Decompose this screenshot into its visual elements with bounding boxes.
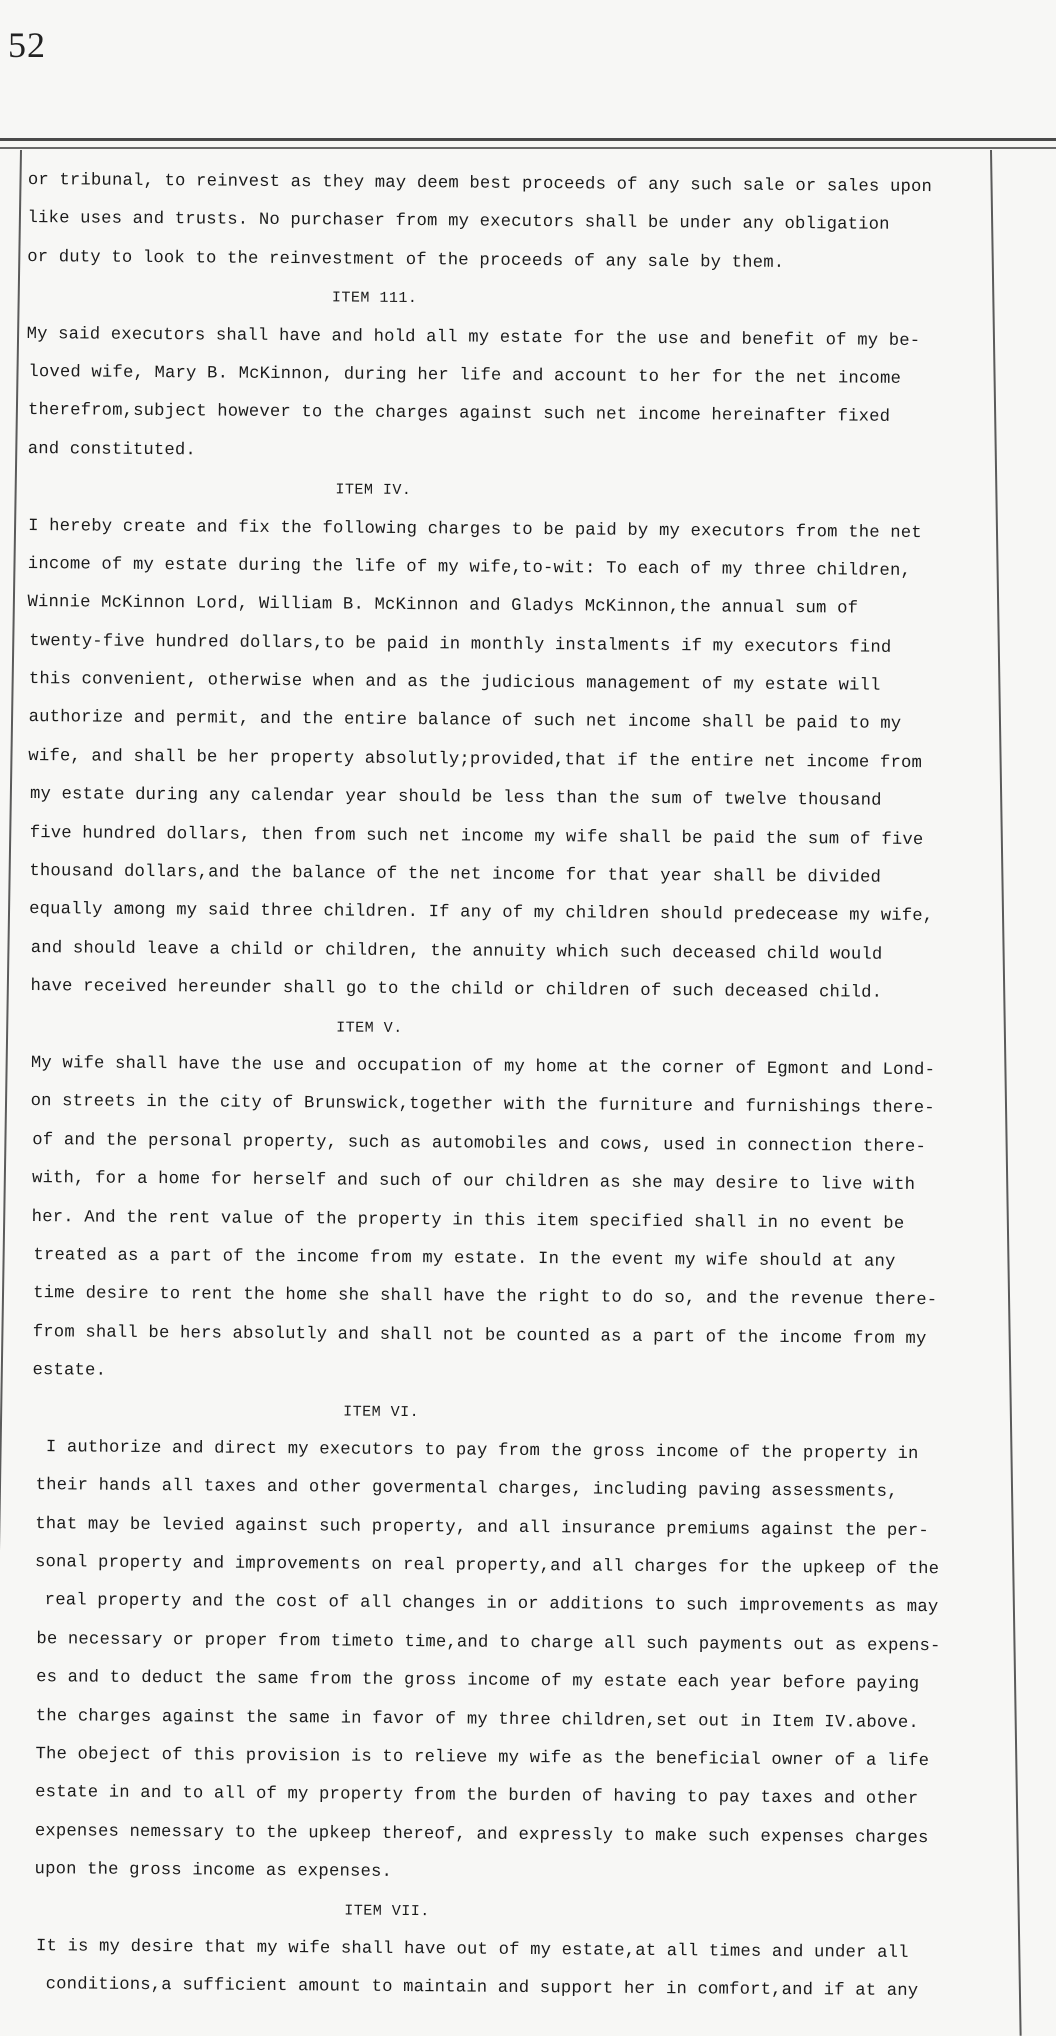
document-body [14, 162, 1028, 2013]
document-section [14, 1390, 1018, 1897]
text-line: like uses and trusts. No purchaser from my executors shall be under any obligation [27, 209, 890, 236]
section-heading: ITEM 111. [331, 289, 418, 308]
text-line: the charges against the same in favor of my three children,set out in Item IV.above. [35, 1706, 920, 1733]
text-line: and constituted. [27, 439, 197, 461]
section-heading: ITEM VII. [344, 1902, 430, 1920]
document-section [14, 1890, 1015, 2013]
text-line: estate in and to all of my property from the burden of having to pay taxes and other [35, 1783, 919, 1810]
text-line: es and to deduct the same from the gross income of my estate each year before paying [36, 1668, 920, 1695]
text-line: I authorize and direct my executors to pay from the gross income of the property in [45, 1438, 919, 1464]
text-line: real property and the cost of all changes in or additions to such improvements as may [44, 1591, 939, 1618]
text-line: be necessary or proper from timeto time,and to charge all such payments out as expens- [36, 1629, 941, 1657]
text-line: Winnie McKinnon Lord, William B. McKinnon and Gladys McKinnon,the annual sum of [27, 593, 859, 619]
section-heading: ITEM VI. [343, 1403, 420, 1421]
text-line: treated as a part of the income from my estate. In the event my wife should at any [33, 1246, 896, 1272]
document-section [18, 1007, 1021, 1399]
text-line: upon the gross income as expenses. [34, 1860, 393, 1883]
top-border-rule [0, 138, 1056, 149]
text-line: of and the personal property, such as automobiles and cows, used in connection there- [32, 1130, 927, 1157]
document-section [27, 162, 1028, 285]
text-line: with, for a home for herself and such of our children as she may desire to live with [31, 1169, 916, 1196]
text-line: equally among my said three children. If any of my children should predecease my wife, [29, 900, 934, 927]
text-line: conditions,a sufficient amount to maintain and support her in comfort,and if at any [45, 1975, 919, 2002]
text-line: and should leave a child or children, the annuity which such deceased child would [30, 938, 883, 965]
text-line: therefrom,subject however to the charges against such net income hereinafter fixed [27, 401, 891, 428]
text-line: on streets in the city of Brunswick,together with the furniture and furnishings there- [30, 1092, 935, 1119]
text-line: income of my estate during the life of my wife,to-wit: To each of my three children, [27, 554, 912, 581]
text-line: It is my desire that my wife shall have out of my estate,at all times and under all [35, 1937, 909, 1963]
text-line: have received hereunder shall go to the child or children of such deceased child. [30, 977, 883, 1003]
text-line: My wife shall have the use and occupation of my home at the corner of Egmont and Lond- [30, 1054, 936, 1081]
section-heading: ITEM IV. [335, 481, 412, 500]
page-number: 52 [8, 25, 46, 65]
text-line: my estate during any calendar year should be less than the sum of twelve thousand [29, 785, 882, 811]
document-section [26, 277, 1027, 477]
text-line: or tribunal, to reinvest as they may deem best proceeds of any such sale or sales upon [27, 170, 933, 198]
text-line: that may be levied against such property, and all insurance premiums against the per- [35, 1514, 930, 1541]
text-line: loved wife, Mary B. McKinnon, during her life and account to her for the net income [28, 362, 902, 389]
text-line: this convenient, otherwise when and as the judicious management of my estate will [28, 670, 881, 696]
text-line: her. And the rent value of the property in this item specified shall in no event be [31, 1207, 905, 1234]
text-line: time desire to rent the home she shall have the right to do so, and the revenue there- [33, 1284, 938, 1311]
text-line: five hundred dollars, then from such net income my wife shall be paid the sum of five [29, 823, 924, 850]
text-line: thousand dollars,and the balance of the net income for that year shall be divided [29, 862, 882, 888]
text-line: authorize and permit, and the entire balance of such net income shall be paid to my [28, 708, 902, 735]
text-line: twenty-five hundred dollars,to be paid in monthly instalments if my executors find [29, 631, 892, 658]
text-line: or duty to look to the reinvestment of the proceeds of any sale by them. [27, 247, 785, 273]
text-line: expenses nemessary to the upkeep thereof, and expressly to make such expenses charges [34, 1821, 929, 1848]
text-line: The obeject of this provision is to relieve my wife as the beneficial owner of a life [35, 1745, 930, 1772]
text-line: wife, and shall be her property absolutly;provided,that if the entire net income from [28, 746, 923, 773]
text-line: from shall be hers absolutly and shall not be counted as a part of the income from my [32, 1322, 927, 1349]
section-heading: ITEM V. [336, 1019, 403, 1037]
text-line: their hands all taxes and other govermental charges, including paving assessments, [35, 1476, 898, 1503]
text-line: sonal property and improvements on real property,and all charges for the upkeep of the [34, 1553, 940, 1580]
text-line: My said executors shall have and hold all my estate for the use and benefit of my be- [26, 324, 921, 351]
text-line: I hereby create and fix the following charges to be paid by my executors from the net [28, 516, 922, 543]
document-section [21, 469, 1025, 1014]
text-line: estate. [32, 1361, 107, 1381]
